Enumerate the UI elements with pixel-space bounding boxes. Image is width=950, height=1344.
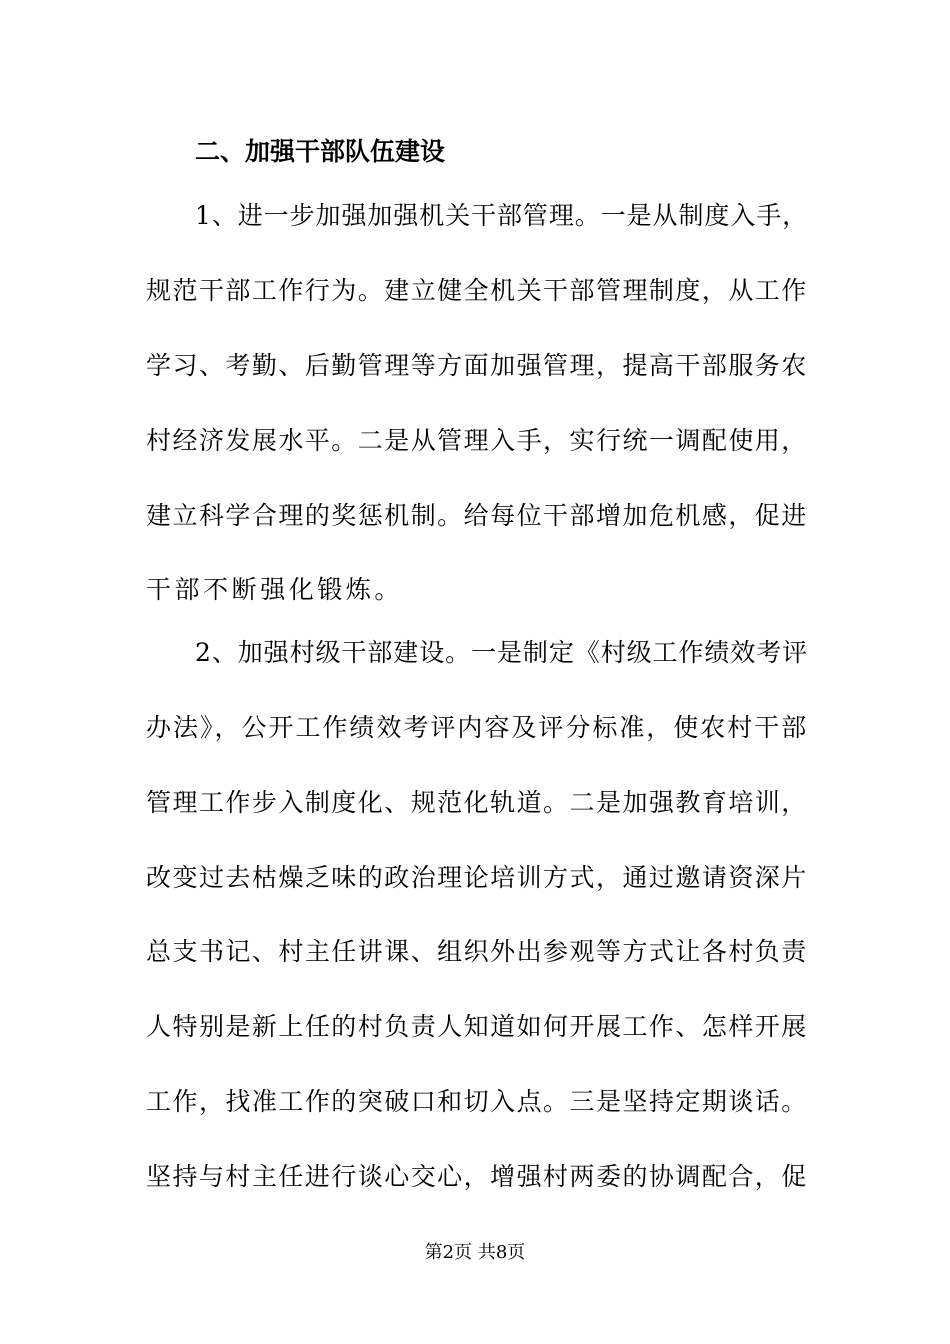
paragraph-line: 改变过去枯燥乏味的政治理论培训方式，通过邀请资深片 bbox=[146, 863, 808, 892]
paragraph-line: 人特别是新上任的村负责人知道如何开展工作、怎样开展 bbox=[146, 1012, 808, 1041]
paragraph-line: 办法》，公开工作绩效考评内容及评分标准，使农村干部 bbox=[146, 713, 809, 742]
page-footer: 第2页 共8页 bbox=[424, 1242, 526, 1263]
section-heading: 二、加强干部队伍建设 bbox=[195, 137, 446, 166]
paragraph-line: 学习、考勤、后勤管理等方面加强管理，提高干部服务农 bbox=[146, 351, 808, 380]
paragraph-line: 村经济发展水平。二是从管理入手，实行统一调配使用， bbox=[146, 426, 808, 455]
paragraph-line: 2、加强村级干部建设。一是制定《村级工作绩效考评 bbox=[195, 638, 809, 667]
paragraph-line: 工作，找准工作的突破口和切入点。三是坚持定期谈话。 bbox=[146, 1087, 808, 1116]
paragraph-line: 管理工作步入制度化、规范化轨道。二是加强教育培训， bbox=[146, 788, 808, 817]
paragraph-line: 规范干部工作行为。建立健全机关干部管理制度，从工作 bbox=[146, 276, 808, 305]
paragraph-line: 建立科学合理的奖惩机制。给每位干部增加危机感，促进 bbox=[146, 501, 808, 530]
paragraph-line: 干部不断强化锻炼。 bbox=[146, 575, 403, 604]
paragraph-line: 总支书记、村主任讲课、组织外出参观等方式让各村负责 bbox=[146, 937, 808, 966]
paragraph-line: 坚持与村主任进行谈心交心，增强村两委的协调配合，促 bbox=[146, 1162, 808, 1191]
paragraph-line: 1、进一步加强加强机关干部管理。一是从制度入手， bbox=[195, 201, 809, 230]
